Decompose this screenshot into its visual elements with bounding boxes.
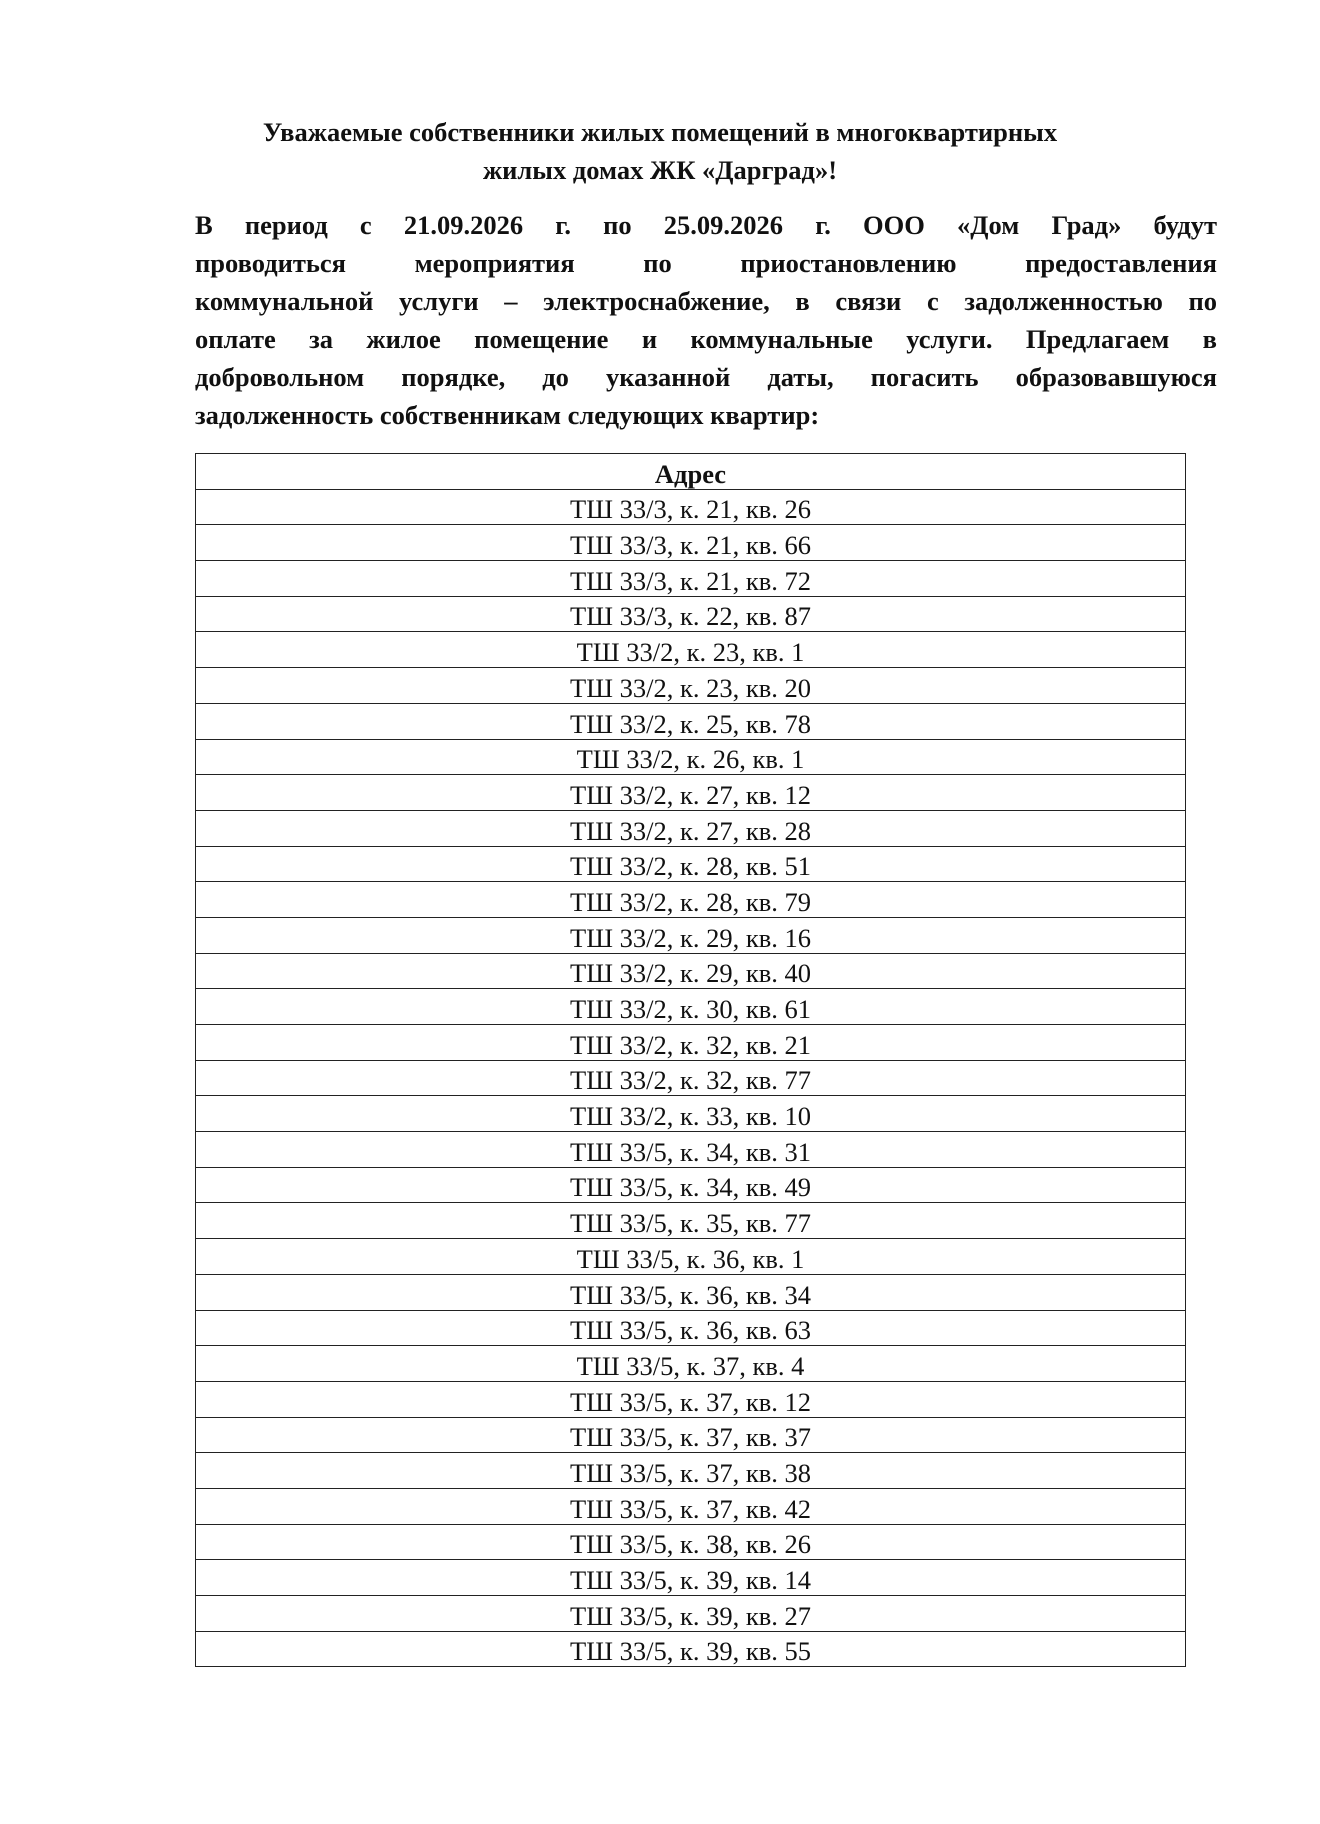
- table-row: [196, 596, 1186, 632]
- address-cell: ТШ 33/2, к. 32, кв. 77: [196, 1060, 1186, 1096]
- address-cell: ТШ 33/2, к. 29, кв. 40: [196, 953, 1186, 989]
- address-cell: ТШ 33/5, к. 36, кв. 63: [196, 1310, 1186, 1346]
- address-cell: ТШ 33/5, к. 37, кв. 12: [196, 1381, 1186, 1417]
- address-cell: ТШ 33/2, к. 27, кв. 28: [196, 810, 1186, 846]
- table-row: [196, 1381, 1186, 1417]
- table-row: [196, 632, 1186, 668]
- table-header-row: [196, 454, 1186, 490]
- address-cell: ТШ 33/5, к. 34, кв. 31: [196, 1132, 1186, 1168]
- table-row: [196, 1025, 1186, 1061]
- table-row: [196, 810, 1186, 846]
- table-row: [196, 525, 1186, 561]
- table-row: [196, 953, 1186, 989]
- table-row: [196, 989, 1186, 1025]
- notice-body: [195, 206, 1217, 434]
- table-row: [196, 1346, 1186, 1382]
- address-cell: ТШ 33/3, к. 21, кв. 72: [196, 561, 1186, 597]
- address-table: [195, 453, 1186, 1667]
- address-cell: ТШ 33/2, к. 28, кв. 51: [196, 846, 1186, 882]
- address-cell: ТШ 33/2, к. 28, кв. 79: [196, 882, 1186, 918]
- notice-body-line: проводиться мероприятия по приостановлению предоставления: [195, 248, 1217, 278]
- table-row: [196, 1453, 1186, 1489]
- table-row: [196, 1274, 1186, 1310]
- notice-body-line: В период с 21.09.2026 г. по 25.09.2026 г. ООО «Дом Град» будут: [195, 210, 1217, 240]
- address-cell: ТШ 33/5, к. 37, кв. 38: [196, 1453, 1186, 1489]
- address-cell: ТШ 33/5, к. 37, кв. 4: [196, 1346, 1186, 1382]
- address-cell: ТШ 33/2, к. 26, кв. 1: [196, 739, 1186, 775]
- address-cell: ТШ 33/5, к. 37, кв. 42: [196, 1488, 1186, 1524]
- address-cell: ТШ 33/5, к. 39, кв. 27: [196, 1596, 1186, 1632]
- table-row: [196, 1631, 1186, 1667]
- table-row: [196, 1132, 1186, 1168]
- address-cell: ТШ 33/2, к. 29, кв. 16: [196, 917, 1186, 953]
- notice-body-line: оплате за жилое помещение и коммунальные услуги. Предлагаем в: [195, 324, 1217, 354]
- address-cell: ТШ 33/2, к. 30, кв. 61: [196, 989, 1186, 1025]
- address-cell: ТШ 33/5, к. 39, кв. 55: [196, 1631, 1186, 1667]
- address-cell: ТШ 33/2, к. 27, кв. 12: [196, 775, 1186, 811]
- table-row: [196, 1060, 1186, 1096]
- address-cell: ТШ 33/2, к. 32, кв. 21: [196, 1025, 1186, 1061]
- address-column-header: Адрес: [196, 454, 1186, 490]
- table-row: [196, 846, 1186, 882]
- table-row: [196, 1560, 1186, 1596]
- table-row: [196, 703, 1186, 739]
- table-row: [196, 1310, 1186, 1346]
- notice-title-line: Уважаемые собственники жилых помещений в многоквартирных: [262, 117, 1058, 147]
- address-cell: ТШ 33/2, к. 25, кв. 78: [196, 703, 1186, 739]
- address-cell: ТШ 33/3, к. 21, кв. 26: [196, 489, 1186, 525]
- address-cell: ТШ 33/5, к. 35, кв. 77: [196, 1203, 1186, 1239]
- table-row: [196, 739, 1186, 775]
- table-row: [196, 1488, 1186, 1524]
- notice-body-line: коммунальной услуги – электроснабжение, в связи с задолженностью по: [195, 286, 1217, 316]
- table-row: [196, 1239, 1186, 1275]
- address-cell: ТШ 33/5, к. 39, кв. 14: [196, 1560, 1186, 1596]
- address-cell: ТШ 33/2, к. 23, кв. 1: [196, 632, 1186, 668]
- notice-title: [195, 113, 1125, 189]
- address-cell: ТШ 33/5, к. 36, кв. 34: [196, 1274, 1186, 1310]
- notice-body-line: добровольном порядке, до указанной даты, погасить образовавшуюся: [195, 362, 1217, 392]
- address-cell: ТШ 33/5, к. 34, кв. 49: [196, 1167, 1186, 1203]
- table-row: [196, 1167, 1186, 1203]
- table-row: [196, 1596, 1186, 1632]
- address-cell: ТШ 33/5, к. 38, кв. 26: [196, 1524, 1186, 1560]
- table-row: [196, 1417, 1186, 1453]
- table-row: [196, 1096, 1186, 1132]
- address-cell: ТШ 33/2, к. 33, кв. 10: [196, 1096, 1186, 1132]
- table-row: [196, 917, 1186, 953]
- address-cell: ТШ 33/3, к. 22, кв. 87: [196, 596, 1186, 632]
- table-row: [196, 561, 1186, 597]
- table-row: [196, 882, 1186, 918]
- notice-body-line: задолженность собственникам следующих квартир:: [195, 400, 820, 430]
- table-row: [196, 489, 1186, 525]
- table-row: [196, 1203, 1186, 1239]
- address-cell: ТШ 33/3, к. 21, кв. 66: [196, 525, 1186, 561]
- address-cell: ТШ 33/5, к. 36, кв. 1: [196, 1239, 1186, 1275]
- address-cell: ТШ 33/5, к. 37, кв. 37: [196, 1417, 1186, 1453]
- table-row: [196, 668, 1186, 704]
- table-row: [196, 1524, 1186, 1560]
- address-cell: ТШ 33/2, к. 23, кв. 20: [196, 668, 1186, 704]
- table-row: [196, 775, 1186, 811]
- notice-title-line: жилых домах ЖК «Дарград»!: [482, 155, 838, 185]
